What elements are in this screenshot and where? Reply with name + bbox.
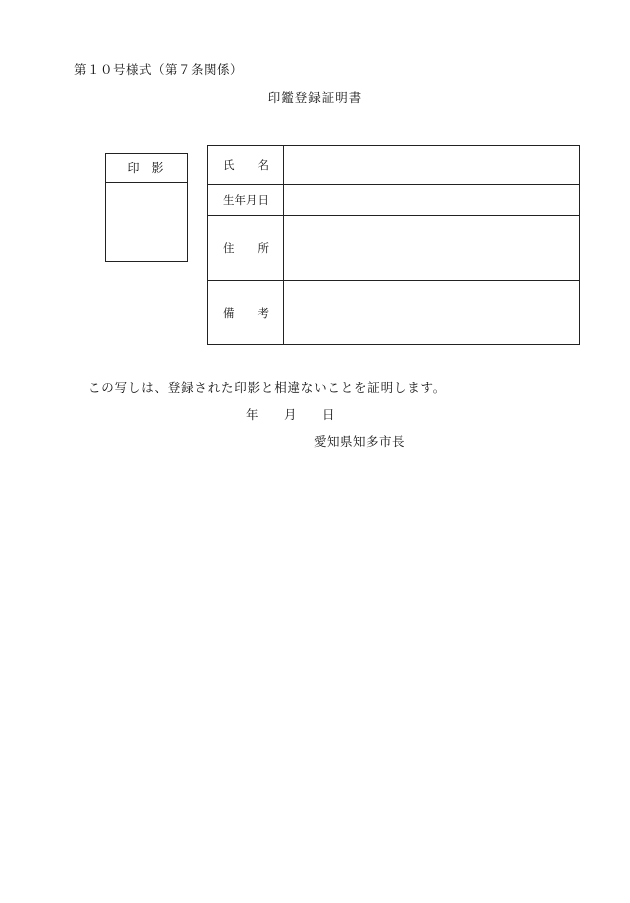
remarks-value	[284, 281, 580, 345]
seal-impression-area	[106, 183, 187, 261]
table-row-name	[208, 146, 580, 185]
issuer-title: 愛知県知多市長	[314, 434, 406, 449]
birthdate-value	[284, 185, 580, 216]
form-number: 第１０号様式（第７条関係）	[74, 62, 244, 77]
table-row-birthdate	[208, 185, 580, 216]
remarks-label: 備 考	[208, 281, 284, 345]
name-label: 氏 名	[208, 146, 284, 185]
address-label: 住 所	[208, 216, 284, 281]
registrant-info-table	[207, 145, 580, 345]
issue-date	[246, 405, 335, 423]
table-row-address	[208, 216, 580, 281]
table-row-remarks	[208, 281, 580, 345]
seal-label: 印影	[106, 154, 187, 183]
certification-statement: この写しは、登録された印影と相違ないことを証明します。	[88, 380, 447, 395]
date-year-label: 年	[246, 407, 259, 422]
birthdate-label: 生年月日	[208, 185, 284, 216]
address-value	[284, 216, 580, 281]
document-title: 印鑑登録証明書	[267, 90, 363, 105]
date-day-label: 日	[322, 407, 335, 422]
name-value	[284, 146, 580, 185]
date-month-label: 月	[284, 407, 297, 422]
seal-box	[105, 153, 188, 262]
